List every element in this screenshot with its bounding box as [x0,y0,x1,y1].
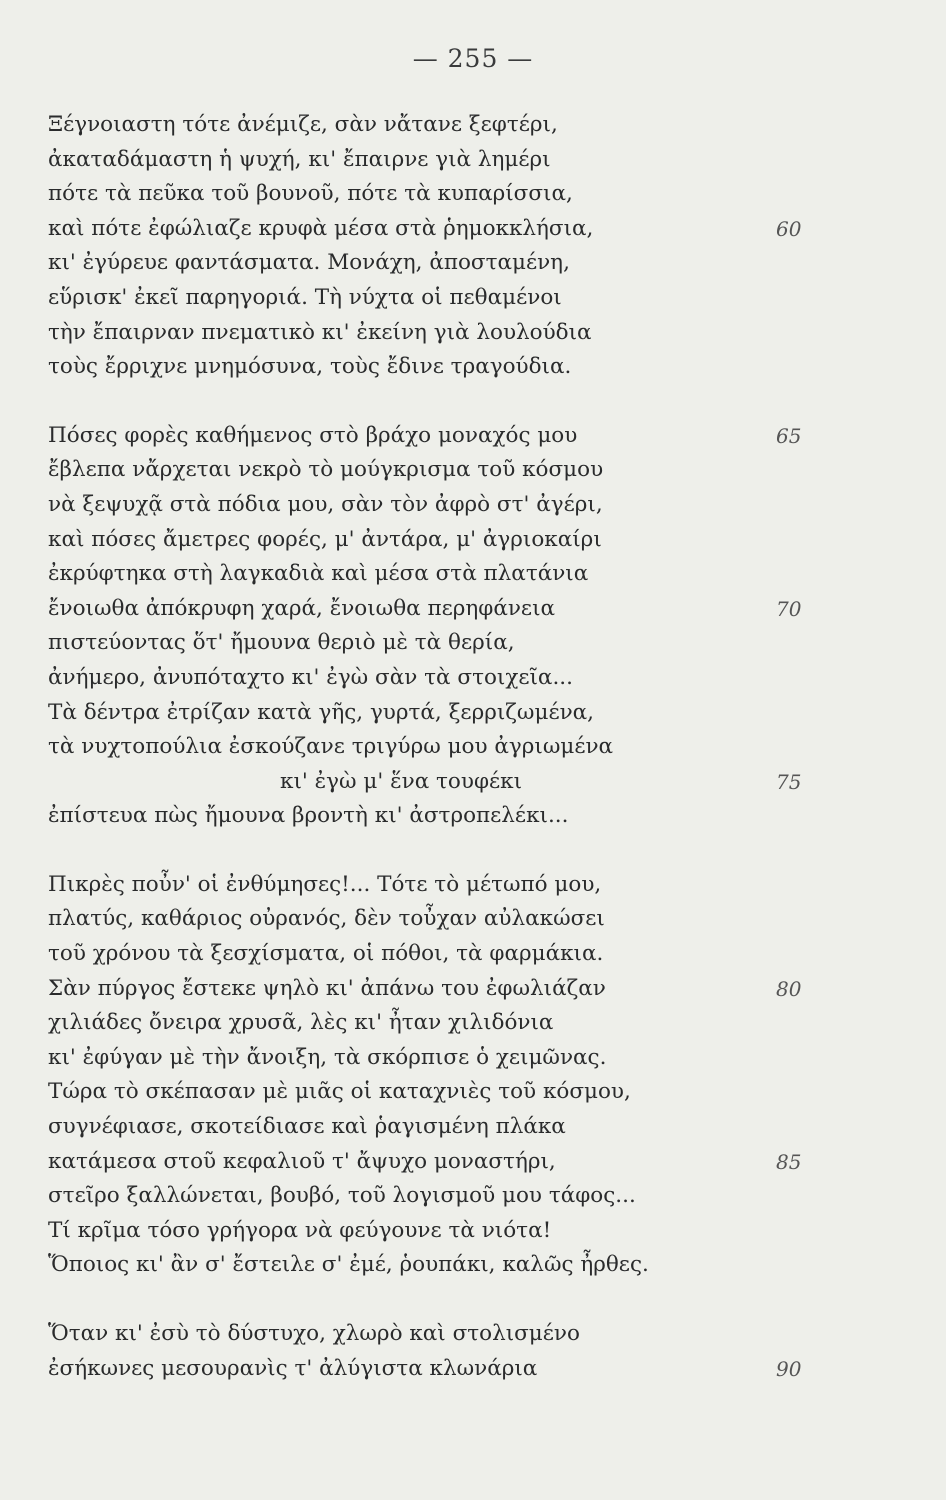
verse-text: κι' ἐγὼ μ' ἕνα τουφέκι [280,768,523,794]
verse-line [48,1075,828,1110]
verse-line [48,661,828,696]
verse-text: Ὅποιος κι' ἂν σ' ἔστειλε σ' ἐμέ, ῥουπάκι, καλῶς ἦρθες. [48,1252,649,1278]
verse-text: χιλιάδες ὄνειρα χρυσᾶ, λὲς κι' ἦταν χιλιδόνια [48,1010,554,1036]
verse-line [48,1006,828,1041]
verse-line [48,902,828,937]
stanza [48,868,828,1283]
verse-text: τὴν ἔπαιρναν πνεματικὸ κι' ἐκείνη γιὰ λουλούδια [48,319,592,345]
verse-line [48,143,828,178]
verse-text: καὶ πότε ἐφώλιαζε κρυφὰ μέσα στὰ ῥημοκκλήσια, [48,215,594,241]
verse-text: στεῖρο ξαλλώνεται, βουβό, τοῦ λογισμοῦ μου τάφος... [48,1183,636,1209]
verse-text: Πόσες φορὲς καθήμενος στὸ βράχο μοναχός μου [48,422,578,448]
verse-text: συγνέφιασε, σκοτείδιασε καὶ ῥαγισμένη πλάκα [48,1114,566,1140]
line-number: 75 [776,769,802,794]
verse-text: ἔβλεπα νἄρχεται νεκρὸ τὸ μούγκρισμα τοῦ κόσμου [48,457,604,483]
verse-line [48,1352,828,1387]
verse-text: πότε τὰ πεῦκα τοῦ βουνοῦ, πότε τὰ κυπαρίσσια, [48,181,573,207]
verse-text: ἐπίστευα πὼς ἤμουνα βροντὴ κι' ἀστροπελέκι... [48,803,569,829]
verse-line [48,972,828,1007]
line-number: 70 [776,596,802,621]
stanza [48,419,828,834]
verse-line [48,937,828,972]
verse-text: Τί κρῖμα τόσο γρήγορα νὰ φεύγουνε τὰ νιότα! [48,1217,552,1243]
line-number: 80 [776,976,802,1001]
verse-line [48,246,828,281]
verse-line [48,523,828,558]
verse-line [48,177,828,212]
verse-text: Τὰ δέντρα ἐτρίζαν κατὰ γῆς, γυρτά, ξερριζωμένα, [48,699,595,725]
verse-line [48,488,828,523]
stanza [48,1317,828,1386]
verse-text: κι' ἐφύγαν μὲ τὴν ἄνοιξη, τὰ σκόρπισε ὁ χειμῶνας. [48,1044,607,1070]
verse-text: τοῦ χρόνου τὰ ξεσχίσματα, οἱ πόθοι, τὰ φαρμάκια. [48,941,604,967]
stanza [48,108,828,385]
verse-text: καὶ πόσες ἄμετρες φορές, μ' ἀντάρα, μ' ἀγριοκαίρι [48,526,602,552]
verse-line [48,1110,828,1145]
verse-line [48,626,828,661]
verse-text: πιστεύοντας ὅτ' ἤμουνα θεριὸ μὲ τὰ θερία, [48,630,515,656]
verse-line [48,212,828,247]
verse-line [48,453,828,488]
verse-text: Πικρὲς ποὖν' οἱ ἐνθύμησες!... Τότε τὸ μέτωπό μου, [48,871,602,897]
verse-text: ἀνήμερο, ἀνυπόταχτο κι' ἐγὼ σὰν τὰ στοιχεῖα... [48,664,573,690]
verse-line [48,281,828,316]
verse-text: Τώρα τὸ σκέπασαν μὲ μιᾶς οἱ καταχνιὲς τοῦ κόσμου, [48,1079,631,1105]
verse-text: ἀκαταδάμαστη ἡ ψυχή, κι' ἔπαιρνε γιὰ λημέρι [48,146,551,172]
page-number: — 255 — [412,44,534,73]
verse-text: ἔνοιωθα ἀπόκρυφη χαρά, ἔνοιωθα περηφάνεια [48,595,556,621]
verse-line [48,868,828,903]
verse-line [48,1145,828,1180]
verse-line [48,592,828,627]
line-number: 65 [776,423,802,448]
line-number: 90 [776,1356,802,1381]
verse-text: Ὅταν κι' ἐσὺ τὸ δύστυχο, χλωρὸ καὶ στολισμένο [48,1321,580,1346]
verse-line [48,1248,828,1283]
verse-line [48,765,828,800]
verse-text: πλατύς, καθάριος οὐρανός, δὲν τοὖχαν αὐλακώσει [48,906,605,932]
verse-line [48,696,828,731]
verse-text: νὰ ξεψυχᾷ στὰ πόδια μου, σὰν τὸν ἀφρὸ στ' ἀγέρι, [48,491,603,517]
verse-line [48,1214,828,1249]
verse-line [48,1317,828,1352]
verse-text: τοὺς ἔρριχνε μνημόσυνα, τοὺς ἔδινε τραγούδια. [48,354,572,380]
poem-body [48,108,828,1386]
verse-line [48,799,828,834]
verse-line [48,419,828,454]
verse-text: τὰ νυχτοπούλια ἐσκούζανε τριγύρω μου ἀγριωμένα [48,734,614,760]
line-number: 60 [776,216,802,241]
verse-line [48,350,828,385]
line-number: 85 [776,1149,802,1174]
verse-text: κι' ἐγύρευε φαντάσματα. Μονάχη, ἀποσταμένη, [48,250,570,276]
verse-line [48,557,828,592]
verse-text: εὕρισκ' ἐκεῖ παρηγοριά. Τὴ νύχτα οἱ πεθαμένοι [48,284,562,310]
verse-line [48,730,828,765]
verse-text: Ξέγνοιαστη τότε ἀνέμιζε, σὰν νἄτανε ξεφτέρι, [48,112,558,137]
verse-line [48,1041,828,1076]
verse-line [48,1179,828,1214]
verse-line [48,108,828,143]
verse-text: ἐσήκωνες μεσουρανὶς τ' ἀλύγιστα κλωνάρια [48,1355,538,1381]
verse-line [48,316,828,351]
verse-text: ἐκρύφτηκα στὴ λαγκαδιὰ καὶ μέσα στὰ πλατάνια [48,561,589,587]
verse-text: κατάμεσα στοῦ κεφαλιοῦ τ' ἄψυχο μοναστήρι, [48,1148,556,1174]
verse-text: Σὰν πύργος ἔστεκε ψηλὸ κι' ἀπάνω του ἐφωλιάζαν [48,975,606,1001]
